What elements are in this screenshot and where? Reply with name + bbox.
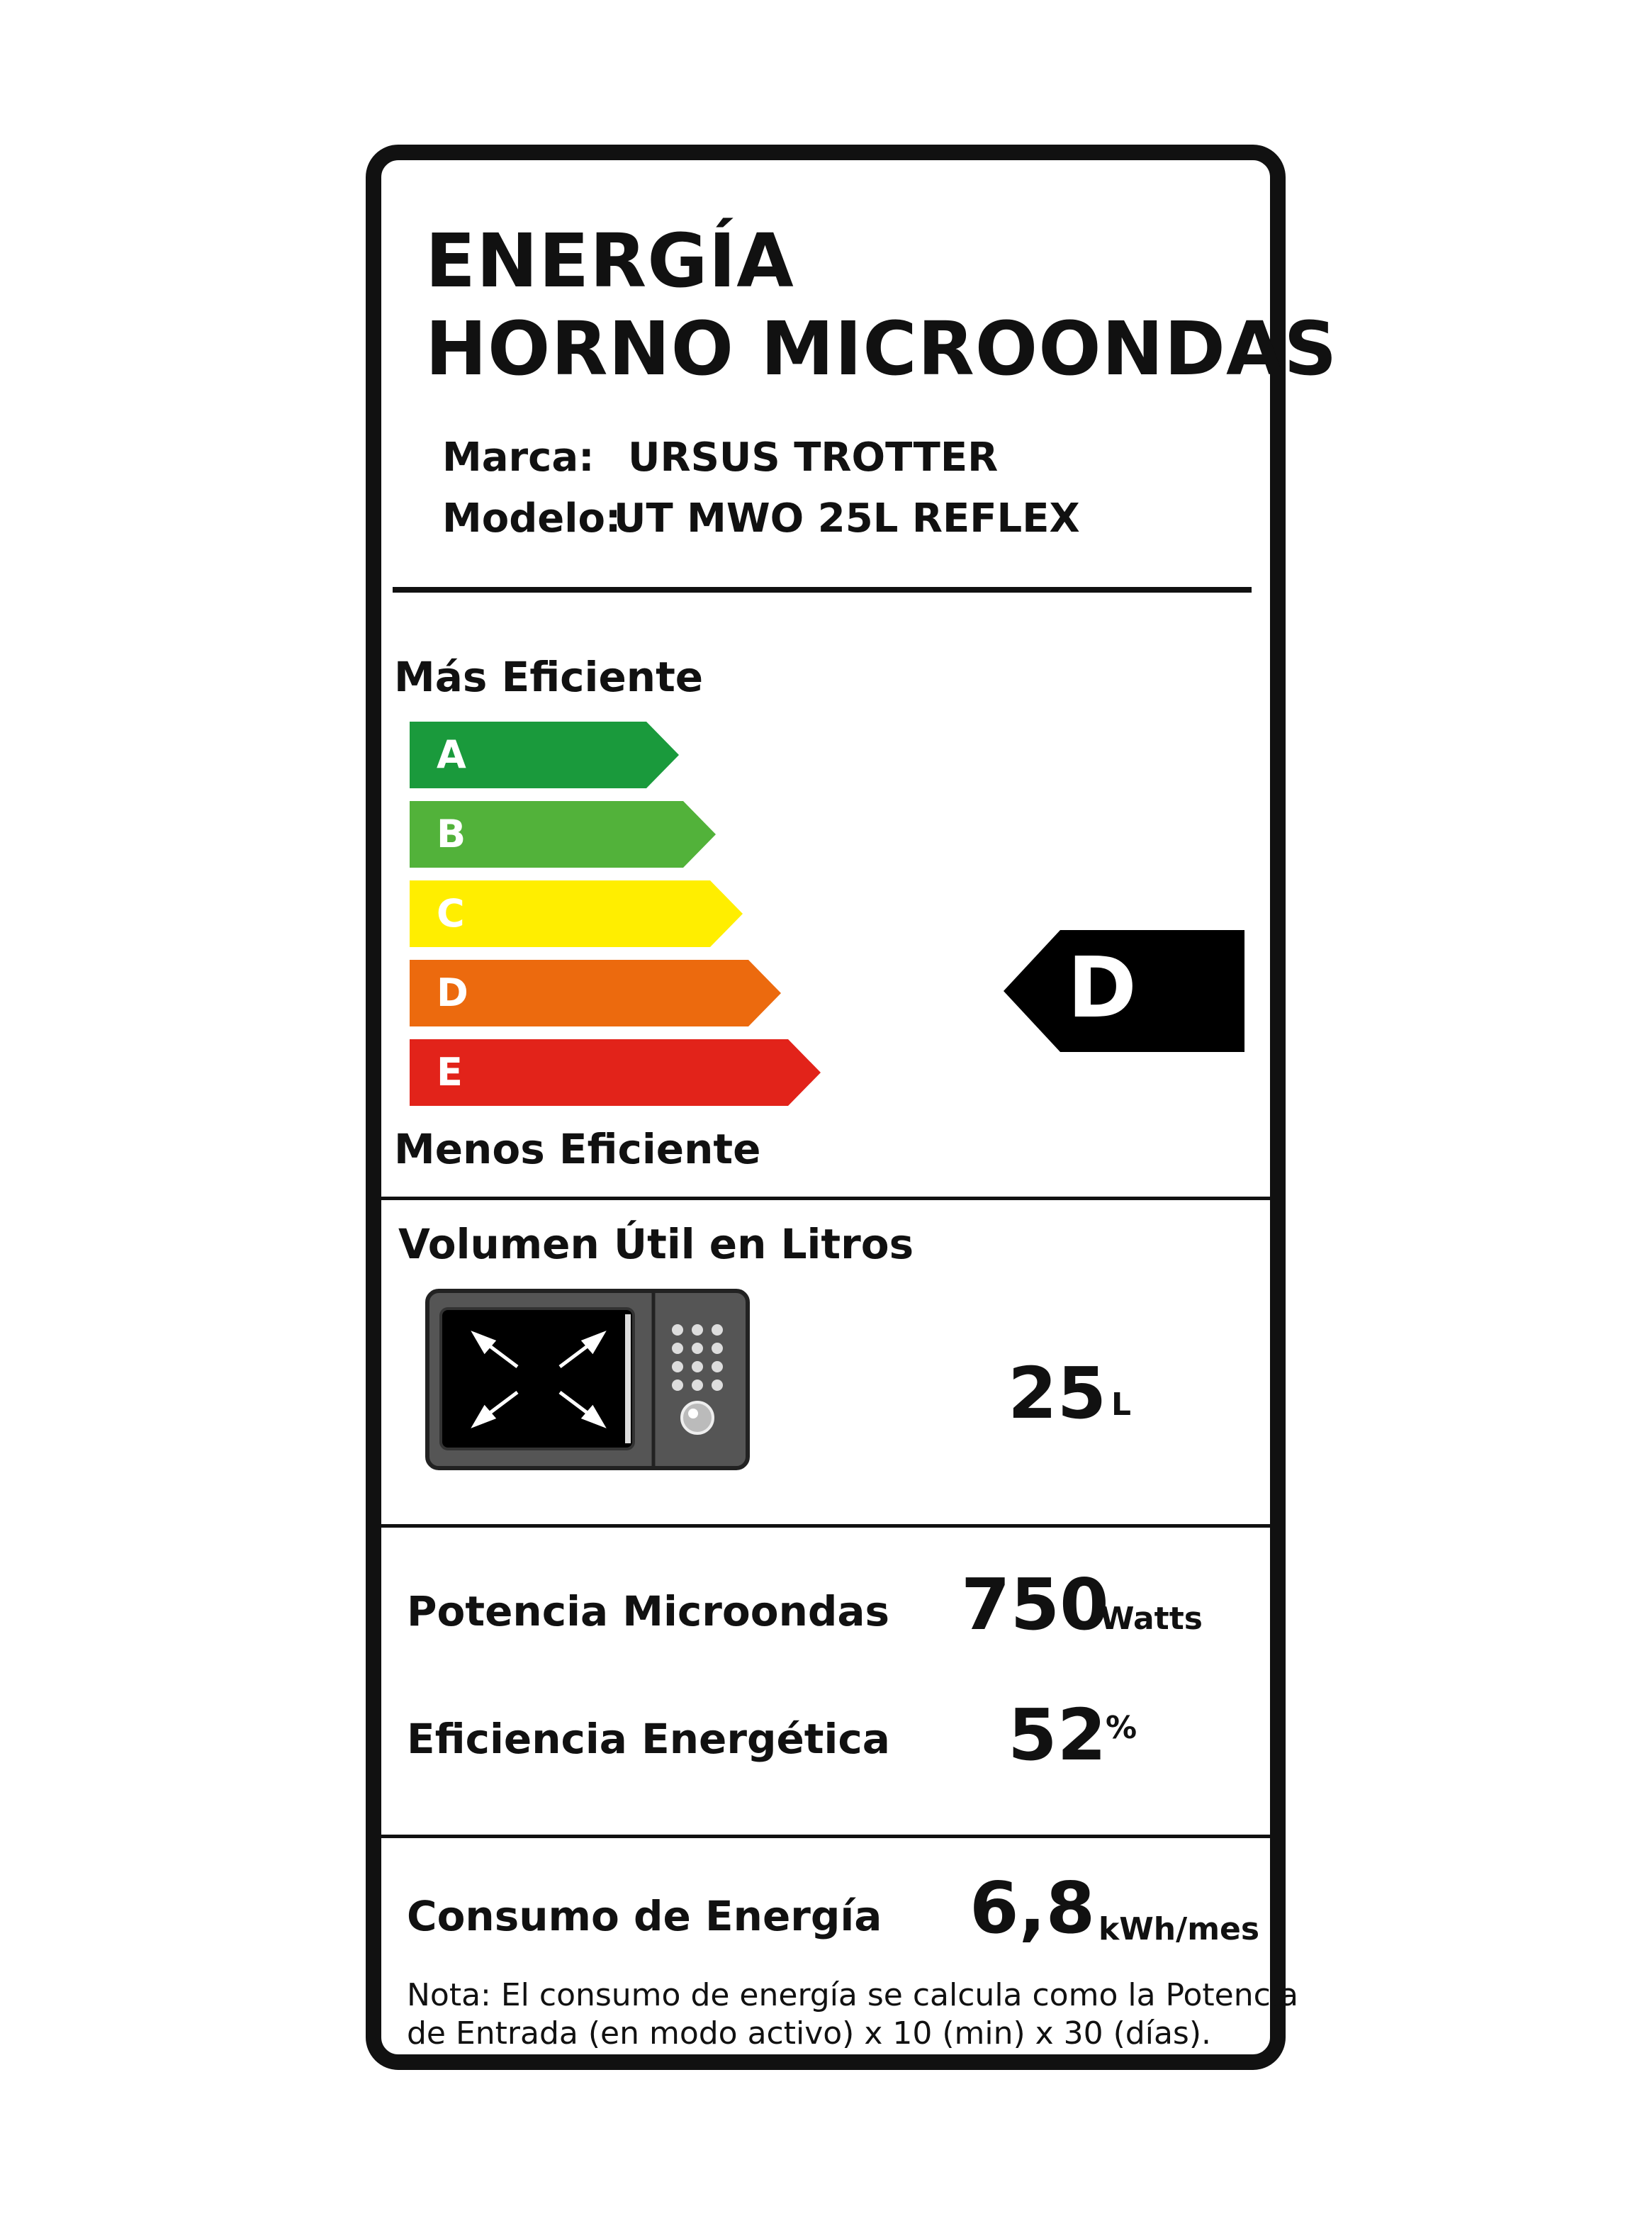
consumption-unit: kWh/mes [1098, 1911, 1260, 1947]
class-letter: E [437, 1050, 463, 1095]
rating-letter: D [1067, 939, 1137, 1036]
class-arrow-d [410, 960, 781, 1026]
volume-label: Volumen Útil en Litros [398, 1220, 914, 1268]
class-arrow-shape [410, 1039, 821, 1106]
less-efficient-label: Menos Eficiente [394, 1125, 761, 1173]
energy-label [366, 145, 1338, 2070]
header-divider [393, 587, 1252, 593]
energy-efficiency-unit: % [1106, 1710, 1137, 1746]
class-arrow-e [410, 1039, 821, 1106]
rating-indicator [1004, 930, 1244, 1052]
model-value: UT MWO 25L REFLEX [614, 496, 1080, 542]
class-letter: C [437, 891, 465, 936]
power-label: Potencia Microondas [407, 1587, 890, 1635]
consumption-value: 6,8 [970, 1867, 1096, 1949]
class-arrow-c [410, 880, 743, 947]
model-label: Modelo: [442, 496, 622, 542]
brand-label: Marca: [442, 435, 595, 481]
class-letter: A [437, 732, 466, 777]
volume-unit: L [1111, 1387, 1132, 1423]
consumption-label: Consumo de Energía [407, 1892, 882, 1940]
class-arrow-a [410, 722, 679, 788]
energy-efficiency-value: 52 [1008, 1694, 1107, 1776]
footnote [407, 1976, 1298, 2052]
section-divider-3 [381, 1835, 1270, 1838]
section-divider-2 [381, 1524, 1270, 1528]
label-title-line2: HORNO MICROONDAS [425, 306, 1338, 392]
class-letter: D [437, 970, 468, 1015]
class-arrow-b [410, 801, 716, 868]
microwave-icon [425, 1289, 750, 1470]
volume-value: 25 [1008, 1352, 1107, 1435]
power-value: 750 [961, 1563, 1109, 1646]
section-divider-1 [381, 1197, 1270, 1200]
energy-efficiency-label: Eficiencia Energética [407, 1715, 890, 1763]
brand-value: URSUS TROTTER [628, 435, 999, 481]
footnote-line1: Nota: El consumo de energía se calcula como la Potencia [407, 1977, 1299, 2013]
class-letter: B [437, 812, 466, 856]
power-unit: Watts [1100, 1601, 1203, 1637]
footnote-line2: de Entrada (en modo activo) x 10 (min) x 30 (días). [407, 2015, 1211, 2052]
label-title-line1: ENERGÍA [425, 218, 794, 304]
more-efficient-label: Más Eficiente [394, 653, 704, 701]
